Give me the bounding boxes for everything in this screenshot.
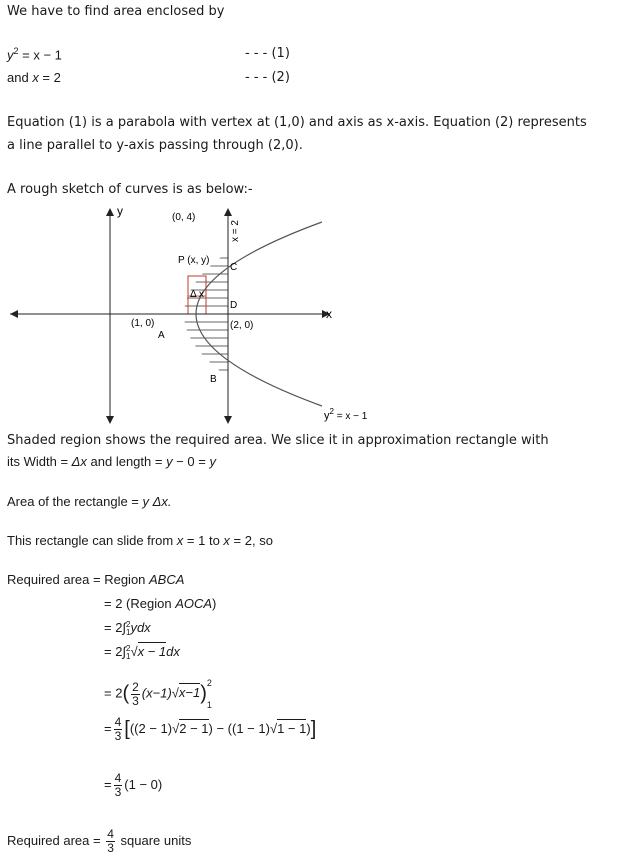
eq2-tag: - - - (2) [245,70,290,85]
eq1-rhs: = x − 1 [18,47,62,63]
parabola-figure [0,200,626,430]
point-b-label: B [210,374,217,385]
para1-line1: Equation (1) is a parabola with vertex at (1,0) and axis as x-axis. Equation (2) represents [7,115,587,130]
rect-area-line: Area of the rectangle = y Δx. [7,494,172,509]
req-line-5: = 2( $\frac{2}{3}$ (x−1)√x−1) 2 1 [104,678,212,710]
req-line-2: = 2 (Region AOCA) [104,596,217,611]
point-c-label: C [230,262,238,273]
eq1-exp: 2 [13,46,19,56]
req-line-6: = $\frac{4}{3}$ [((2 − 1)√2 − 1) − ((1 − 1)√1 − 1)] [104,715,317,743]
x-axis-label: x [326,307,332,321]
shaded-line2: its Width = Δx and length = y − 0 = y [7,454,216,469]
point-a-label: A [158,330,165,341]
equation-2 [7,70,61,85]
point-2-0-label: (2, 0) [230,320,254,331]
eq2-rhs: = 2 [38,70,61,85]
point-1-0-label: (1, 0) [131,318,155,329]
sketch-intro: A rough sketch of curves is as below:- [7,182,253,197]
slide-line: This rectangle can slide from x = 1 to x = 2, so [7,533,273,548]
req-line-7: = $\frac{4}{3}$ (1 − 0) [104,771,163,799]
equation-1 [7,46,62,62]
point-0-4-label: (0, 4) [172,212,196,223]
eq1-tag: - - - (1) [245,46,290,61]
y-axis-label: y [117,204,123,218]
eq1-lhs: y [7,47,14,63]
line-x2-label: x = 2 [230,220,241,242]
curve-label: $y^2 = x - 1$ [324,407,368,422]
point-p-label: P (x, y) [178,255,210,266]
final-answer: Required area = $\frac{4}{3}$ square units [7,827,192,855]
para1-line2: a line parallel to y-axis passing through (2,0). [7,138,303,153]
req-line-4: = 2∫ 2 1 √x − 1dx [104,643,180,661]
eq2-and: and [7,70,33,85]
point-d-label: D [230,300,238,311]
shaded-line1: Shaded region shows the required area. We slice it in approximation rectangle with [7,433,549,448]
req-line-1: Required area = Region ABCA [7,572,185,587]
intro-text: We have to find area enclosed by [7,4,225,19]
req-line-3: = 2∫ 2 1 ydx [104,619,151,637]
eq2-var: x [32,70,39,85]
delta-x-label: Δ x [190,289,204,300]
